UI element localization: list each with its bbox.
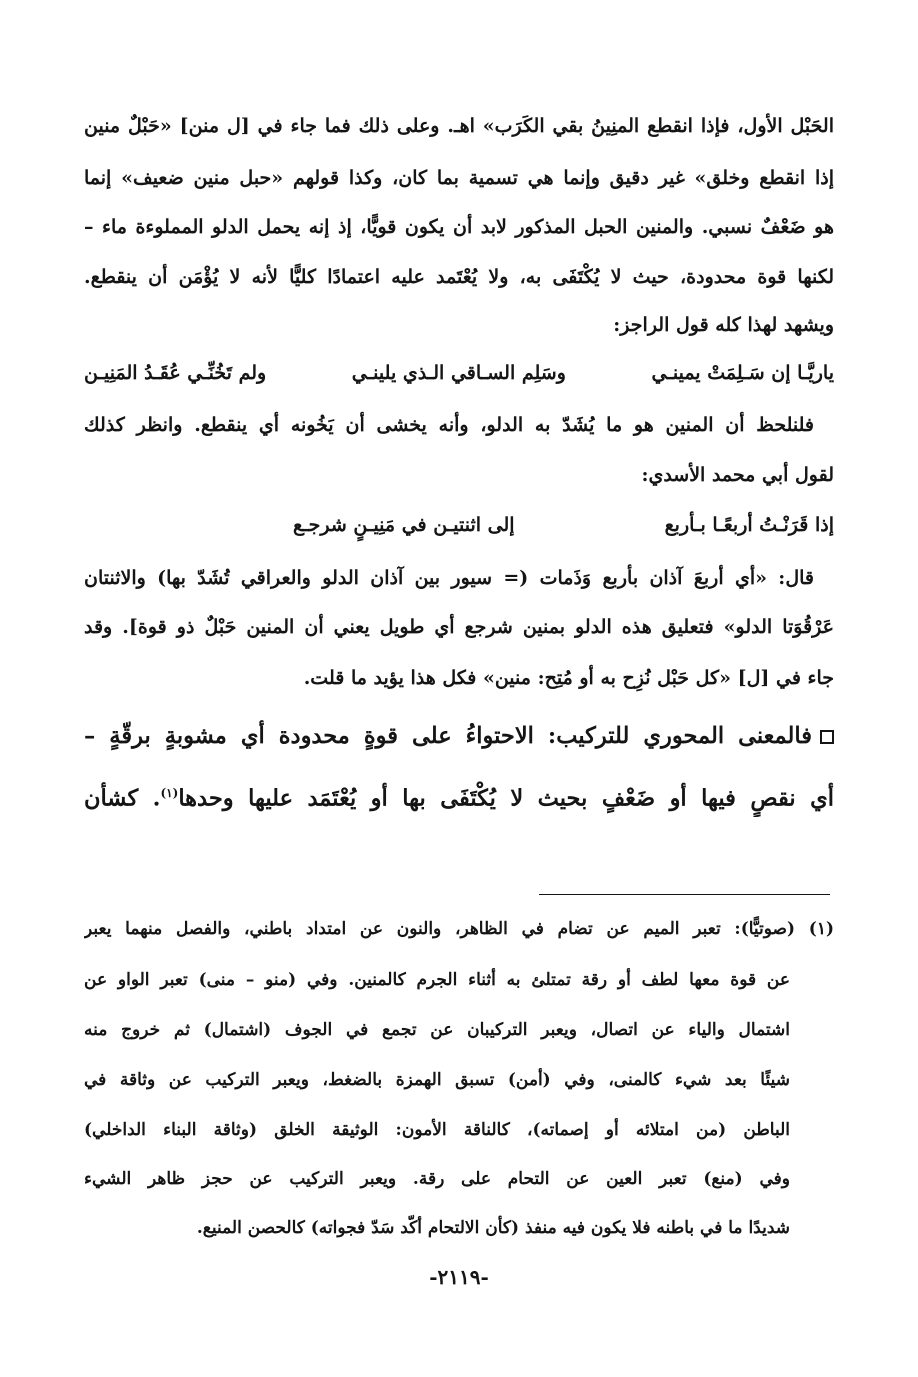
verse-hemistich: إلى اثنتيـن في مَنِيـنٍ شرجـع <box>292 514 515 536</box>
body-line: لقول أبي محمد الأسدي: <box>641 464 834 486</box>
verse-hemistich: وسَلِم السـاقي الـذي يلينـي <box>351 362 566 384</box>
body-line: فلنلحظ أن المنين هو ما يُشَدّ به الدلو، وأنه يخشى أن يَخُونه أي ينقطع. وانظر كذلك <box>84 414 814 436</box>
footnote-marker[interactable]: (١) <box>160 786 179 800</box>
footnote-line: شيئًا بعد شيء كالمنى، وفي (أمن) تسبق الهمزة بالضغط، ويعبر التركيب عن وثاقة في <box>84 1070 790 1090</box>
verse-hemistich: إذا قَرَنْـتُ أربعًـا بـأربع <box>664 514 834 536</box>
body-line: جاء في [ل] «كل حَبْل نُزِح به أو مُتِح: منين» فكل هذا يؤيد ما قلت. <box>303 667 834 689</box>
body-line: ويشهد لهذا كله قول الراجز: <box>613 314 834 336</box>
footnote-line: (١) (صوتيًّا): تعبر الميم عن تضام في الظاهر، والنون عن امتداد باطني، والفصل منهما يعبر <box>84 919 834 939</box>
footnote-line: اشتمال والياء عن اتصال، ويعبر التركيبان عن تجمع في الجوف (اشتمال) ثم خروج منه <box>84 1020 790 1040</box>
core-meaning-line <box>84 718 834 754</box>
footnote-line: الباطن (من امتلائه أو إصماته)، كالناقة الأمون: الوثيقة الخلق (وثاقة البناء الداخلي) <box>84 1120 790 1140</box>
core-meaning-text: . كشأن <box>84 785 161 812</box>
footnote-line: شديدًا ما في باطنه فلا يكون فيه منفذ (كأن الالتحام أكّد سَدّ فجواته) كالحصن المنيع. <box>196 1218 790 1238</box>
verse-asadi <box>84 510 834 540</box>
verse-hemistich: ياريَّـا إن سَـلِمَتْ يمينـي <box>651 362 834 384</box>
verse-rajaz <box>84 358 834 388</box>
core-meaning-text: أي نقصٍ فيها أو ضَعْفٍ بحيث لا يُكْتَفَى بها أو يُعْتَمَد عليها وحدها <box>178 785 834 812</box>
body-line: إذا انقطع وخلق» غير دقيق وإنما هي تسمية بما كان، وكذا قولهم «حبل منين ضعيف» إنما <box>84 167 834 189</box>
body-line: عَرْقُوَتا الدلو» فتعليق هذه الدلو بمنين شرجع أي طويل يعني أن المنين حَبْلٌ ذو قوة]. وقد <box>84 616 834 638</box>
body-line: لكنها قوة محدودة، حيث لا يُكْتَفَى به، ولا يُعْتَمد عليه اعتمادًا كليًّا لأنه لا يُؤْمَن أن ينقطع. <box>84 266 834 288</box>
footnote-line: عن قوة معها لطف أو رقة تمتلئ به أثناء الجرم كالمنين. وفي (منو – منى) تعبر الواو عن <box>84 970 790 990</box>
core-meaning-text: فالمعنى المحوري للتركيب: الاحتواءُ على قوةٍ محدودة أي مشوبةٍ برقّةٍ – <box>84 723 812 749</box>
core-meaning-line <box>84 775 834 817</box>
page-number: -٢١١٩- <box>429 1265 489 1289</box>
verse-hemistich: ولم تَخُنِّـي عُقَـدُ المَنِيـن <box>84 362 267 384</box>
body-line: قال: «أي أربعَ آذان بأربع وَذَمات (= سيور بين آذان الدلو والعراقي تُشَدّ بها) والاثنتان <box>84 567 814 589</box>
footnote-line: وفي (منع) تعبر العين عن التحام على رقة. ويعبر التركيب عن حجز ظاهر الشيء <box>84 1169 790 1189</box>
body-line: هو ضَعْفٌ نسبي. والمنين الحبل المذكور لابد أن يكون قويًّا، إذ إنه يحمل الدلو المملوءة ماء – <box>84 216 834 238</box>
body-line: الحَبْل الأول، فإذا انقطع المنِينُ بقي الكَرَب» اهـ. وعلى ذلك فما جاء في [ل منن] «حَبْلٌ منين <box>84 115 834 137</box>
footnote-separator <box>539 894 830 895</box>
square-bullet-icon <box>820 730 834 744</box>
